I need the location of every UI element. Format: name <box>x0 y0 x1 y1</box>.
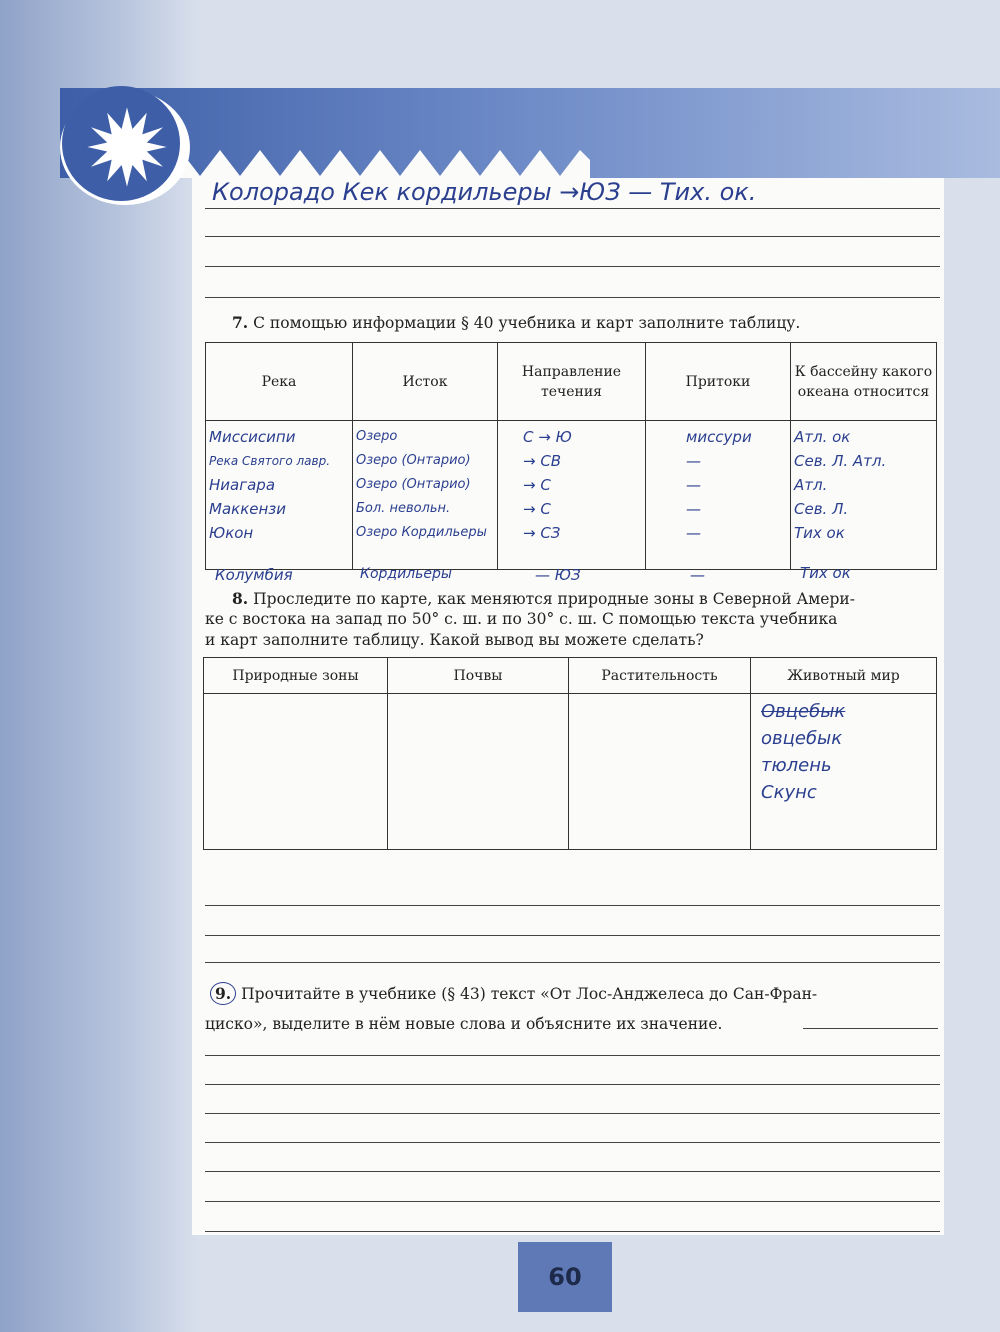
cell-entry: Сев. Л. Атл. <box>794 452 887 470</box>
overflow-entry: — <box>690 566 705 584</box>
task-number: 7. <box>232 313 249 332</box>
soils-cell[interactable] <box>388 694 569 850</box>
rivers-cell[interactable] <box>206 421 353 570</box>
task8-prompt-line: и карт заполните таблицу. Какой вывод вы можете сделать? <box>205 631 704 649</box>
zigzag-decoration <box>180 150 590 178</box>
zones-cell[interactable] <box>204 694 388 850</box>
overflow-entry: Кордильеры <box>360 566 452 582</box>
answer-line <box>205 1113 940 1114</box>
cell-entry: Миссисипи <box>209 428 296 446</box>
overflow-entry: — ЮЗ <box>535 566 581 584</box>
answer-line <box>205 1231 940 1232</box>
direction-cell[interactable] <box>498 421 646 570</box>
cell-entry: → СЗ <box>523 524 561 542</box>
cell-entry: С → Ю <box>523 428 572 446</box>
task-number: 8. <box>232 589 249 608</box>
col-header: Растительность <box>569 658 751 694</box>
task-text: Прочитайте в учебнике (§ 43) текст «От Лос-Анджелеса до Сан-Фран- <box>241 985 818 1003</box>
cell-entry: → С <box>523 476 551 494</box>
cell-entry: → СВ <box>523 452 562 470</box>
cell-entry: Юкон <box>209 524 254 542</box>
task8-prompt <box>232 588 855 610</box>
task-text: Проследите по карте, как меняются природные зоны в Северной Амери- <box>253 590 855 608</box>
col-header: К бассейну какого океана относится <box>791 343 937 421</box>
task9-prompt-line: циско», выделите в нём новые слова и объясните их значение. <box>205 1015 723 1033</box>
col-header: Почвы <box>388 658 569 694</box>
answer-line <box>205 1171 940 1172</box>
cell-entry: — <box>686 476 701 494</box>
answer-line <box>205 1055 940 1056</box>
page-number: 60 <box>518 1242 612 1312</box>
cell-entry: Озеро (Онтарио) <box>356 477 471 492</box>
answer-line <box>205 297 940 298</box>
cell-entry: — <box>686 500 701 518</box>
col-header: Притоки <box>646 343 791 421</box>
answer-line <box>205 962 940 963</box>
cell-entry: Озеро Кордильеры <box>356 525 487 540</box>
cell-entry: Маккензи <box>209 500 287 518</box>
overflow-entry: Тих ок <box>800 564 851 582</box>
answer-line <box>205 905 940 906</box>
answer-line <box>803 1028 938 1029</box>
task8-prompt-line: ке с востока на запад по 50° с. ш. и по 30° с. ш. С помощью текста учебника <box>205 610 838 628</box>
cell-entry: Атл. <box>794 476 828 494</box>
overflow-entry: Колумбия <box>215 566 293 584</box>
task-number: 9. <box>210 982 236 1005</box>
cell-entry: тюлень <box>761 755 832 776</box>
task7-table <box>205 342 937 570</box>
cell-entry: → С <box>523 500 551 518</box>
task9-prompt <box>210 983 817 1005</box>
cell-entry: Бол. невольн. <box>356 501 451 516</box>
cell-entry: Сев. Л. <box>794 500 849 518</box>
col-header: Река <box>206 343 353 421</box>
col-header: Направление течения <box>498 343 646 421</box>
cell-entry: Озеро <box>356 429 398 444</box>
col-header: Животный мир <box>751 658 937 694</box>
task7-prompt <box>232 312 800 334</box>
task8-table <box>203 657 937 850</box>
cell-entry: Атл. ок <box>794 428 851 446</box>
cell-entry: — <box>686 452 701 470</box>
struck-entry: Овцебык <box>761 701 846 722</box>
sources-cell[interactable] <box>353 421 498 570</box>
answer-line <box>205 1084 940 1085</box>
cell-entry: миссури <box>686 428 752 446</box>
answer-line <box>205 236 940 237</box>
cell-entry: Озеро (Онтарио) <box>356 453 471 468</box>
ocean-cell[interactable] <box>791 421 937 570</box>
animals-cell[interactable] <box>751 694 937 850</box>
cell-entry: Ниагара <box>209 476 276 494</box>
answer-line <box>205 266 940 267</box>
cell-entry: — <box>686 524 701 542</box>
cell-entry: Тих ок <box>794 524 845 542</box>
cell-entry: Река Святого лавр. <box>209 454 331 468</box>
answer-line <box>205 935 940 936</box>
cell-entry: Скунс <box>761 782 817 803</box>
answer-line <box>205 1142 940 1143</box>
answer-line <box>205 208 940 209</box>
task-text: С помощью информации § 40 учебника и карт заполните таблицу. <box>253 314 801 332</box>
col-header: Исток <box>353 343 498 421</box>
vegetation-cell[interactable] <box>569 694 751 850</box>
tributaries-cell[interactable] <box>646 421 791 570</box>
col-header: Природные зоны <box>204 658 388 694</box>
star-icon <box>82 102 172 192</box>
answer-line <box>205 1201 940 1202</box>
top-handwritten-answer: Колорадо Кек кордильеры →ЮЗ — Тих. ок. <box>212 178 757 206</box>
cell-entry: овцебык <box>761 728 843 749</box>
